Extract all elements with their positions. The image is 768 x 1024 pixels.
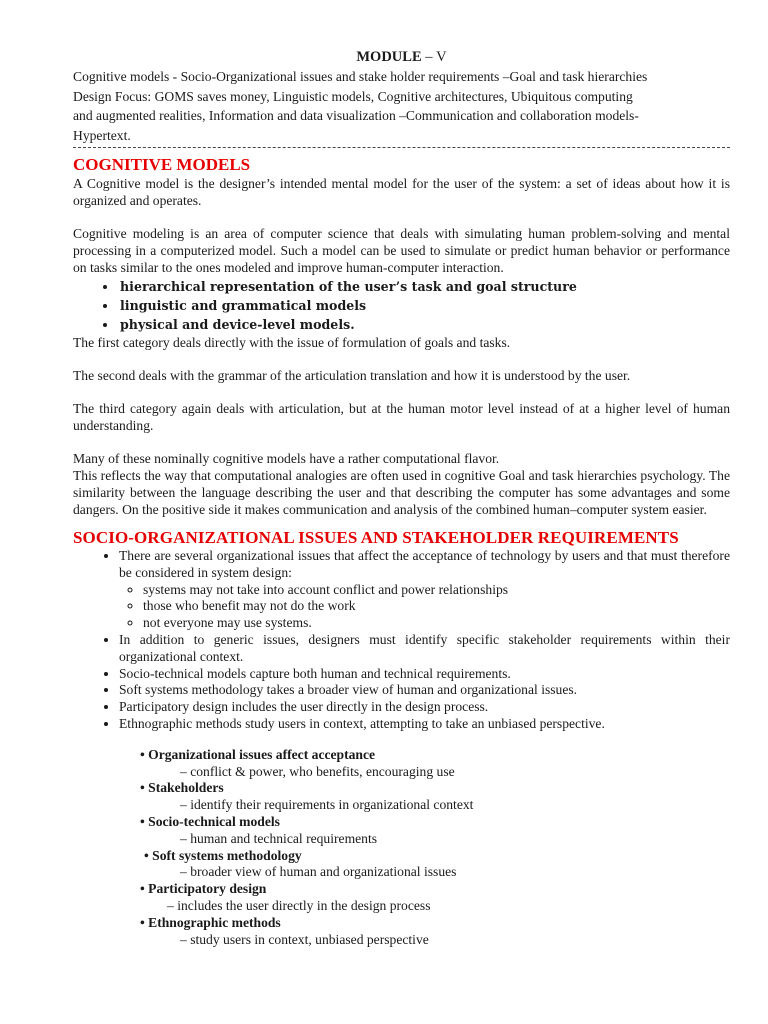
summary-detail: – human and technical requirements	[180, 830, 378, 846]
list-item: • linguistic and grammatical models	[118, 296, 730, 315]
list-item	[119, 548, 730, 632]
socio-bullet-text: There are several organizational issues that affect the acceptance of technology by users and that must therefore be considered in system design:	[119, 548, 730, 580]
cognitive-paragraph-6a: Many of these nominally cognitive models have a rather computational flavor.	[73, 451, 500, 466]
intro-line: and augmented realities, Information and data visualization –Communication and collaboration models-	[73, 108, 639, 123]
summary-heading: • Stakeholders	[140, 780, 224, 796]
module-title-label: MODULE	[356, 49, 422, 65]
summary-heading: • Ethnographic methods	[140, 914, 281, 930]
cognitive-paragraph-3: The first category deals directly with the issue of formulation of goals and tasks.	[73, 335, 511, 350]
summary-detail: – includes the user directly in the design process	[167, 897, 431, 913]
summary-heading: • Participatory design	[140, 881, 267, 897]
module-title	[73, 47, 730, 67]
list-item: • Ethnographic methods study users in context, attempting to take an unbiased perspective.	[119, 716, 730, 733]
summary-heading: • Socio-technical models	[140, 813, 280, 829]
intro-line: Design Focus: GOMS saves money, Linguistic models, Cognitive architectures, Ubiquitous computing	[73, 88, 633, 104]
module-intro	[73, 67, 730, 145]
list-item: • Soft systems methodology takes a broader view of human and organizational issues.	[119, 682, 730, 699]
cognitive-paragraph-4: The second deals with the grammar of the articulation translation and how it is understood by the user.	[73, 368, 631, 383]
cognitive-models-heading: COGNITIVE MODELS	[73, 155, 251, 174]
summary-heading: • Soft systems methodology	[144, 847, 302, 863]
socio-issue-list	[73, 548, 730, 733]
summary-detail: – broader view of human and organizational issues	[180, 864, 457, 880]
dashed-divider	[73, 147, 730, 149]
module-title-dash: –	[425, 49, 433, 65]
socio-organizational-heading: SOCIO-ORGANIZATIONAL ISSUES AND STAKEHOLDER REQUIREMENTS	[73, 528, 679, 547]
cognitive-paragraph-2: Cognitive modeling is an area of computer science that deals with simulating human problem-solving and mental processing in a computerized model. Such a model can be used to simulate or predict human behavior or performance on tasks similar to the ones modeled and improve human-computer interaction.	[73, 226, 730, 275]
list-item: • Socio-technical models capture both human and technical requirements.	[119, 666, 730, 683]
cognitive-paragraph-1: A Cognitive model is the designer’s intended mental model for the user of the system: a set of ideas about how it is organized and operates.	[73, 176, 730, 208]
cognitive-category-list	[73, 277, 730, 334]
summary-detail: – identify their requirements in organizational context	[180, 797, 474, 813]
cognitive-paragraph-5: The third category again deals with articulation, but at the human motor level instead of at a higher level of human understanding.	[73, 401, 730, 433]
intro-line: Hypertext.	[73, 127, 131, 143]
socio-summary	[73, 747, 730, 949]
list-item: ◦ those who benefit may not do the work	[143, 598, 730, 615]
socio-sub-list	[119, 582, 730, 632]
summary-heading: • Organizational issues affect acceptance	[140, 746, 376, 762]
module-title-numeral: V	[436, 49, 447, 65]
list-item: • physical and device-level models.	[118, 315, 730, 334]
list-item: ◦ systems may not take into account conflict and power relationships	[143, 582, 730, 599]
list-item: • In addition to generic issues, designers must identify specific stakeholder requirements within their organizational context.	[119, 632, 730, 666]
list-item: ◦ not everyone may use systems.	[143, 615, 730, 632]
intro-line: Cognitive models - Socio-Organizational issues and stake holder requirements –Goal and task hierarchies	[73, 69, 648, 84]
cognitive-paragraph-6b: This reflects the way that computational analogies are often used in cognitive Goal and task hierarchies psychology. The similarity between the language describing the user and that describing the computer has some advantages and some dangers. On the positive side it makes communication and analysis of the combined human–computer system easier.	[73, 468, 730, 517]
list-item: • Participatory design includes the user directly in the design process.	[119, 699, 730, 716]
list-item: • hierarchical representation of the user’s task and goal structure	[118, 277, 730, 296]
summary-detail: – conflict & power, who benefits, encouraging use	[180, 763, 455, 779]
summary-detail: – study users in context, unbiased perspective	[180, 931, 429, 947]
